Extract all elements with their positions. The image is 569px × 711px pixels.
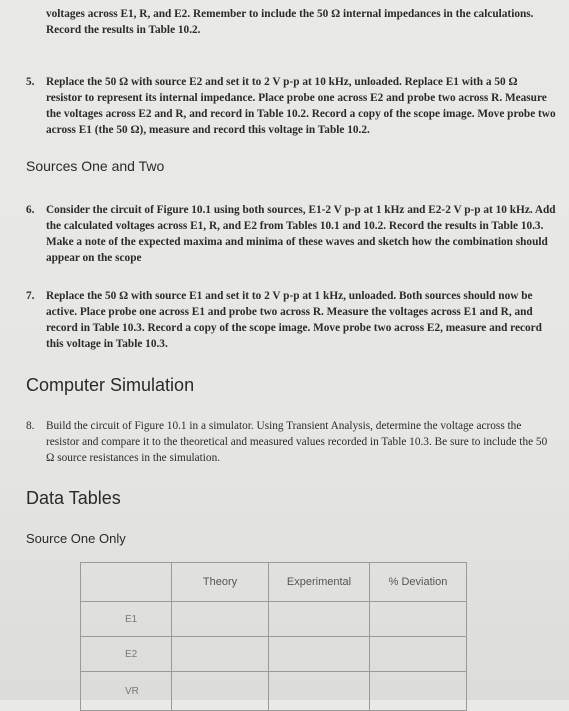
- table-caption-source-one-only: Source One Only: [26, 531, 126, 546]
- step-text: Replace the 50 Ω with source E2 and set it to 2 V p-p at 10 kHz, unloaded. Replace E1 with a 50 Ω resistor to represent its internal impedance. Place probe one across E2 and probe two across R. Measure the voltages across E2 and R, and record in Table 10.2. Record a copy of the scope image. Move probe two across E1 (the 50 Ω), measure and record this voltage in Table 10.2.: [46, 76, 556, 136]
- cell-theory-vr[interactable]: [172, 672, 269, 711]
- step-number: 6.: [26, 204, 35, 216]
- table-row: [81, 602, 467, 637]
- cell-deviation-vr[interactable]: [370, 672, 467, 711]
- step-text: Replace the 50 Ω with source E1 and set it to 2 V p-p at 1 kHz, unloaded. Both sources should now be active. Place probe one across E1 and probe two across R. Measure the voltages across E1 and R, and record in Table 10.3. Record a copy of the scope image. Move probe two across E2, measure and record this voltage in Table 10.3.: [46, 290, 542, 350]
- cell-experimental-vr[interactable]: [269, 672, 370, 711]
- cell-theory-e2[interactable]: [172, 637, 269, 672]
- data-table: [80, 562, 467, 711]
- data-table-container: [80, 562, 467, 711]
- table-header-theory: Theory: [172, 563, 269, 602]
- step-number: 5.: [26, 76, 35, 88]
- step-text: Consider the circuit of Figure 10.1 using both sources, E1-2 V p-p at 1 kHz and E2-2 V p-p at 10 kHz. Add the calculated voltages across E1, R, and E2 from Tables 10.1 and 10.2. Record the results in Table 10.3. Make a note of the expected maxima and minima of these waves and sketch how the combination should appear on the scope: [46, 204, 556, 264]
- table-header-cell-empty: [81, 563, 172, 602]
- section-heading-sources-one-and-two: Sources One and Two: [26, 158, 165, 174]
- step-7: [26, 288, 556, 352]
- row-label-e2: E2: [81, 637, 172, 672]
- table-row: [81, 672, 467, 711]
- step-number: 8.: [26, 420, 35, 432]
- table-header-experimental: Experimental: [269, 563, 370, 602]
- intro-paragraph: voltages across E1, R, and E2. Remember to include the 50 Ω internal impedances in the calculations. Record the results in Table 10.2.: [46, 8, 534, 36]
- section-heading-computer-simulation: Computer Simulation: [26, 375, 195, 395]
- step-number: 7.: [26, 290, 35, 302]
- cell-experimental-e1[interactable]: [269, 602, 370, 637]
- step-6: [26, 202, 556, 266]
- cell-deviation-e2[interactable]: [370, 637, 467, 672]
- table-header-row: [81, 563, 467, 602]
- cell-experimental-e2[interactable]: [269, 637, 370, 672]
- step-8: [26, 418, 556, 466]
- row-label-vr: VR: [81, 672, 172, 711]
- cell-theory-e1[interactable]: [172, 602, 269, 637]
- cell-deviation-e1[interactable]: [370, 602, 467, 637]
- table-header-deviation: % Deviation: [370, 563, 467, 602]
- table-row: [81, 637, 467, 672]
- section-heading-data-tables: Data Tables: [26, 488, 121, 508]
- row-label-e1: E1: [81, 602, 172, 637]
- step-5: [26, 74, 556, 138]
- step-text: Build the circuit of Figure 10.1 in a simulator. Using Transient Analysis, determine the voltage across the resistor and compare it to the theoretical and measured values recorded in Table 10.3. Be sure to include the 50 Ω source resistances in the simulation.: [46, 420, 548, 464]
